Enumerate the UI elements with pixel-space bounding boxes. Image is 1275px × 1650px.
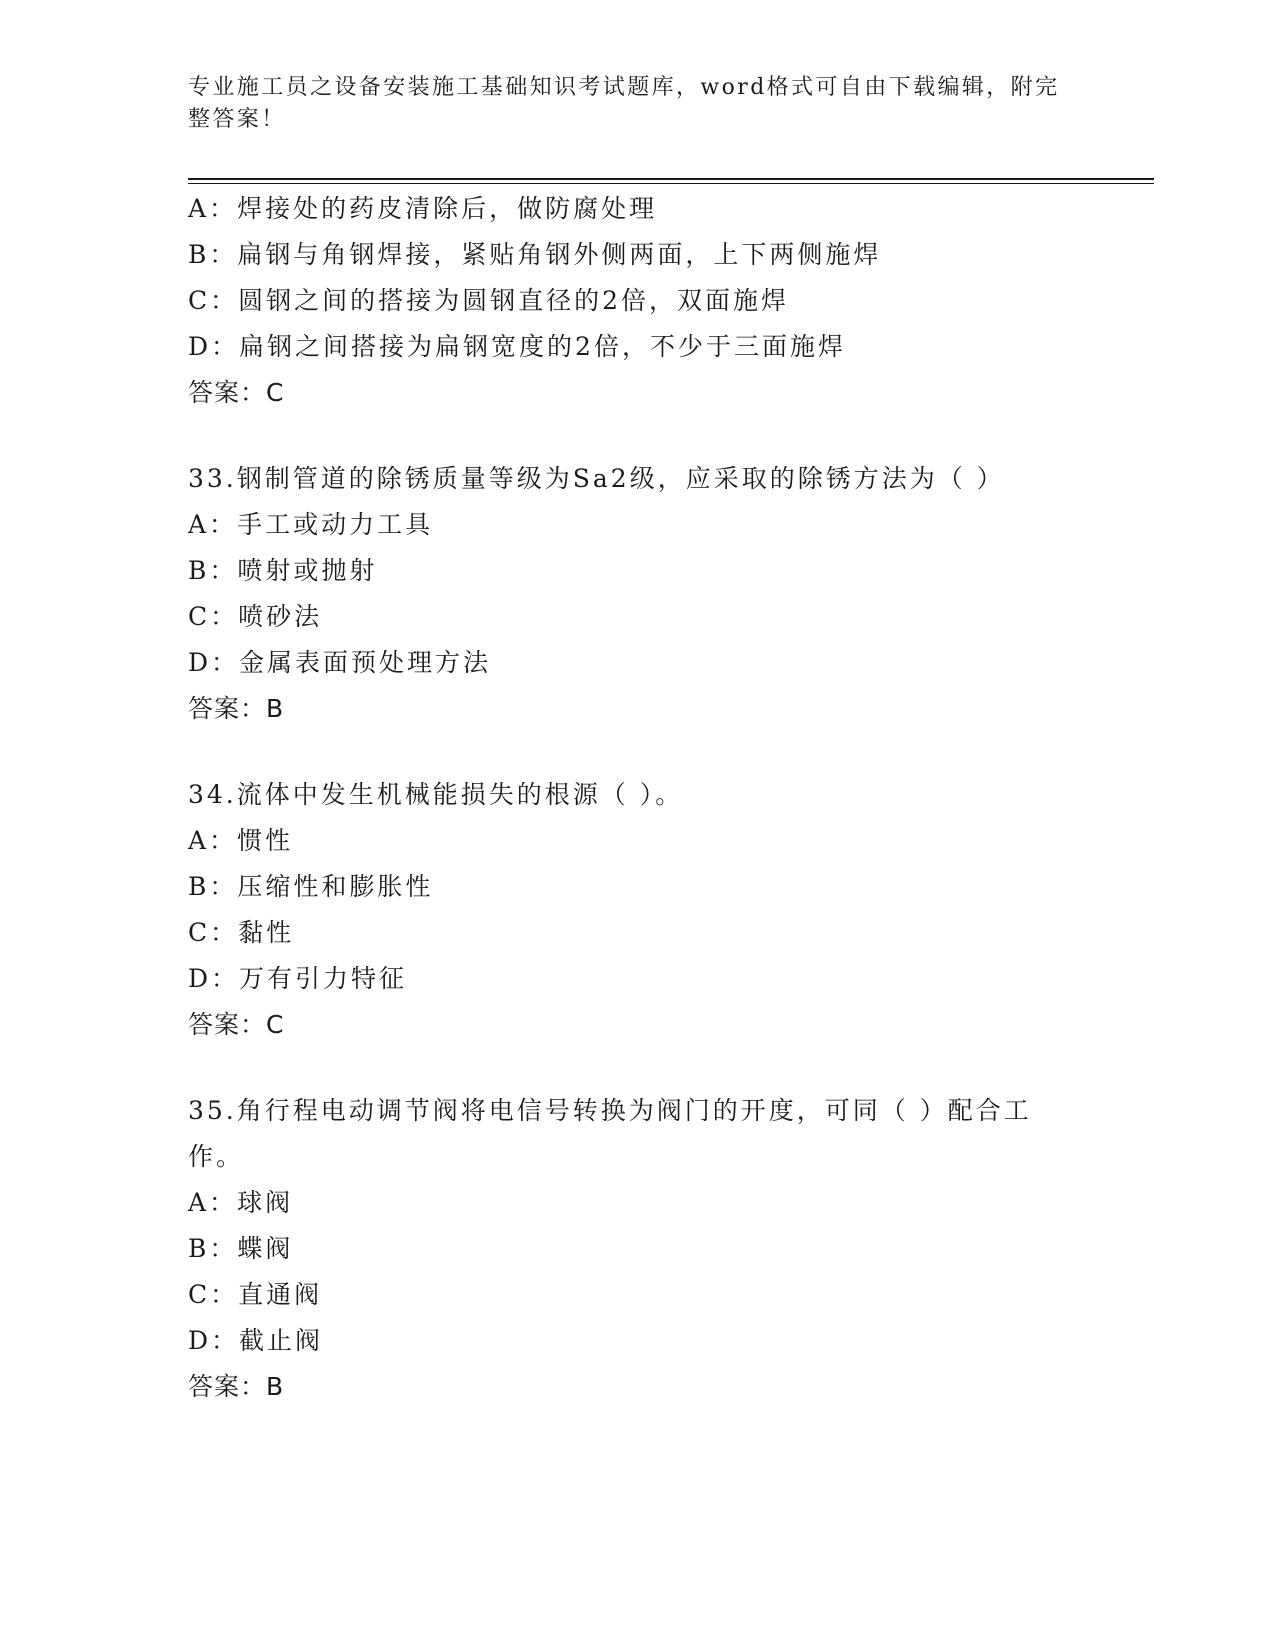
option-text: 金属表面预处理方法 xyxy=(239,648,492,677)
option-c xyxy=(188,278,1088,324)
header-rule-thin xyxy=(188,183,1154,184)
answer-label: 答案： xyxy=(188,1372,267,1401)
answer-line xyxy=(188,1364,1088,1410)
option-d xyxy=(188,1318,1088,1364)
question-block xyxy=(188,1088,1088,1410)
answer-value: C xyxy=(266,1010,285,1039)
option-text: 黏性 xyxy=(238,918,295,947)
question-stem: 角行程电动调节阀将电信号转换为阀门的开度，可同（ ）配合工作。 xyxy=(188,1096,1032,1171)
option-key: A： xyxy=(188,194,238,223)
option-key: B： xyxy=(188,872,238,901)
option-b xyxy=(188,232,1088,278)
option-b xyxy=(188,864,1088,910)
option-key: A： xyxy=(188,510,238,539)
answer-value: B xyxy=(266,1372,285,1401)
option-c xyxy=(188,910,1088,956)
answer-label: 答案： xyxy=(188,694,267,723)
question-stem: 钢制管道的除锈质量等级为Sa2级，应采取的除锈方法为（ ） xyxy=(236,464,1005,493)
answer-line xyxy=(188,1002,1088,1048)
question-text xyxy=(188,1088,1068,1180)
option-key: C： xyxy=(188,602,239,631)
option-text: 蝶阀 xyxy=(237,1234,294,1263)
option-key: D： xyxy=(188,648,240,677)
answer-value: C xyxy=(266,378,285,407)
question-text xyxy=(188,772,1068,818)
option-key: B： xyxy=(188,556,238,585)
answer-line xyxy=(188,686,1088,732)
answer-value: B xyxy=(266,694,285,723)
option-b xyxy=(188,1226,1088,1272)
option-key: D： xyxy=(188,332,240,361)
option-a xyxy=(188,186,1088,232)
option-text: 截止阀 xyxy=(239,1326,324,1355)
option-a xyxy=(188,502,1088,548)
option-text: 焊接处的药皮清除后，做防腐处理 xyxy=(237,194,658,223)
option-c xyxy=(188,594,1088,640)
question-stem: 流体中发生机械能损失的根源（ ）。 xyxy=(236,780,684,809)
option-text: 圆钢之间的搭接为圆钢直径的2倍，双面施焊 xyxy=(238,286,790,315)
option-key: B： xyxy=(188,240,238,269)
option-key: A： xyxy=(188,826,238,855)
option-text: 压缩性和膨胀性 xyxy=(237,872,434,901)
spacer xyxy=(188,416,1088,456)
option-text: 球阀 xyxy=(237,1188,294,1217)
question-block xyxy=(188,186,1088,416)
option-a xyxy=(188,818,1088,864)
option-key: C： xyxy=(188,1280,239,1309)
option-text: 手工或动力工具 xyxy=(237,510,434,539)
option-text: 惯性 xyxy=(237,826,294,855)
option-d xyxy=(188,324,1088,370)
question-list xyxy=(188,186,1088,1410)
answer-label: 答案： xyxy=(188,1010,267,1039)
question-number: 33. xyxy=(188,464,237,493)
spacer xyxy=(188,732,1088,772)
option-c xyxy=(188,1272,1088,1318)
spacer xyxy=(188,1048,1088,1088)
option-d xyxy=(188,956,1088,1002)
question-number: 34. xyxy=(188,780,237,809)
option-text: 扁钢与角钢焊接，紧贴角钢外侧两面，上下两侧施焊 xyxy=(237,240,882,269)
option-text: 扁钢之间搭接为扁钢宽度的2倍，不少于三面施焊 xyxy=(239,332,846,361)
option-key: B： xyxy=(188,1234,238,1263)
option-key: D： xyxy=(188,1326,240,1355)
answer-line xyxy=(188,370,1088,416)
option-text: 喷射或抛射 xyxy=(237,556,378,585)
option-key: D： xyxy=(188,964,240,993)
question-text xyxy=(188,456,1068,502)
option-key: C： xyxy=(188,286,239,315)
option-text: 万有引力特征 xyxy=(239,964,408,993)
answer-label: 答案： xyxy=(188,378,267,407)
option-a xyxy=(188,1180,1088,1226)
question-number: 35. xyxy=(188,1096,237,1125)
option-key: C： xyxy=(188,918,239,947)
question-block xyxy=(188,456,1088,732)
page-header: 专业施工员之设备安装施工基础知识考试题库，word格式可自由下载编辑，附完整答案！ xyxy=(188,75,1060,132)
question-block xyxy=(188,772,1088,1048)
option-text: 喷砂法 xyxy=(238,602,323,631)
header-rule-thick xyxy=(188,178,1154,180)
option-text: 直通阀 xyxy=(238,1280,323,1309)
option-b xyxy=(188,548,1088,594)
option-d xyxy=(188,640,1088,686)
option-key: A： xyxy=(188,1188,238,1217)
